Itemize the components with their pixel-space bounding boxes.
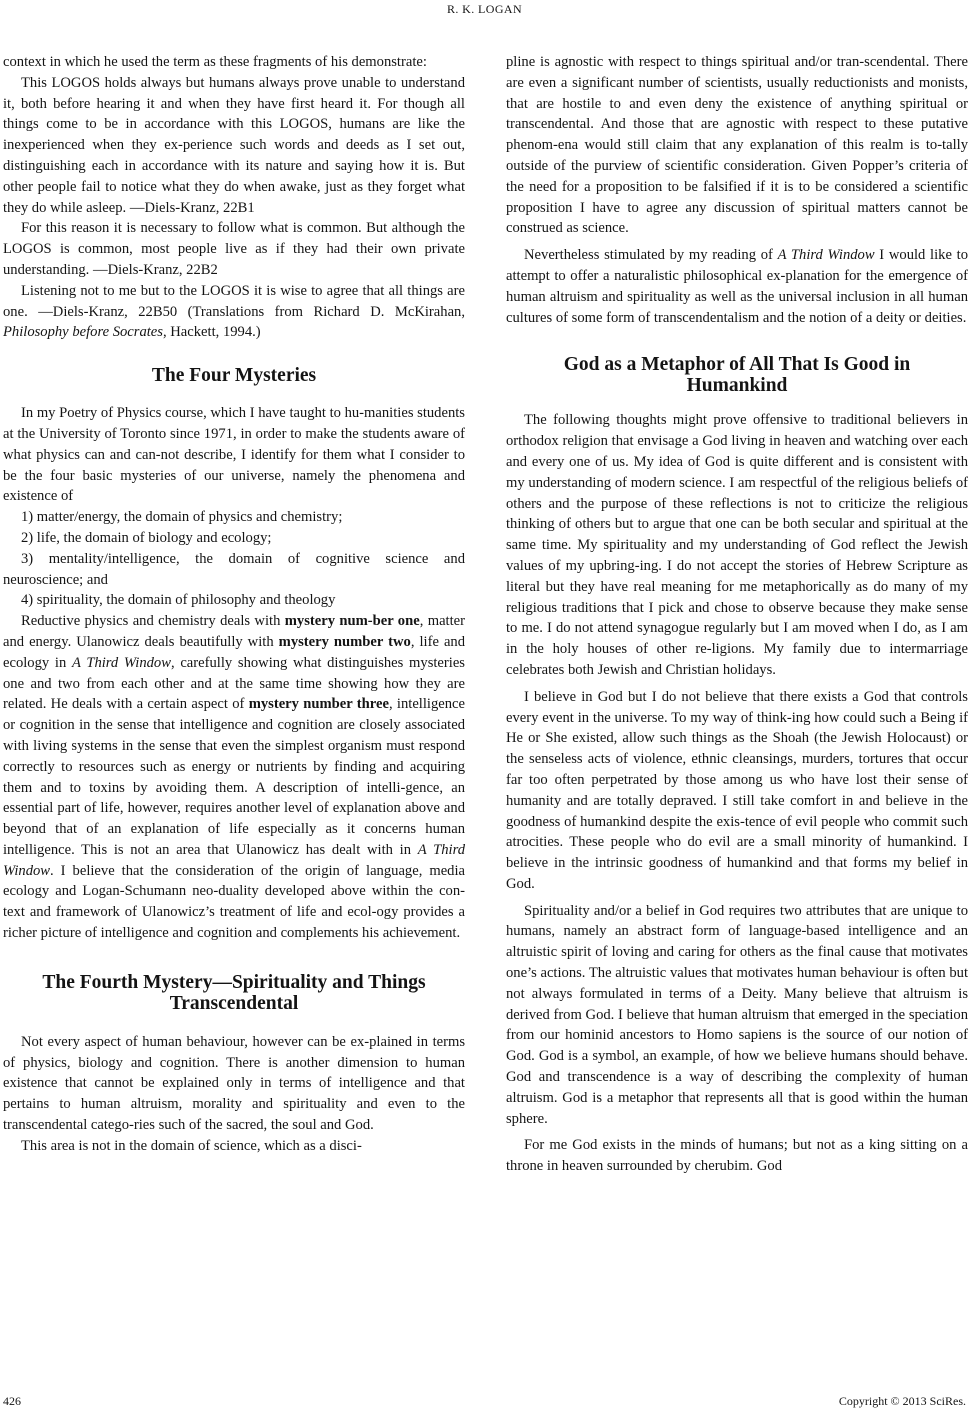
left-column: [3, 52, 465, 1157]
paragraph: Not every aspect of human behaviour, however can be ex-plained in terms of physics, biology and cognition. There is another dimension to human existence that cannot be explained only in terms of intelligence and that pertains to human altruism, morality and spirituality and even to the transcendental catego-ries such of the sacred, the soul and God.: [3, 1033, 465, 1134]
text-run: , carefully showing what distinguishes mysteries one and two from each other and at the same time showing how they are related. He deals with a certain aspect of: [3, 654, 465, 713]
text-run: I would like to attempt to offer a naturalistic philosophical ex-planation for the emergence of human altruism and spirituality as well as the universal inclusion in all human cultures of some form of transcendentalism and the notion of a deity or deities.: [506, 247, 968, 326]
emphasis: mystery number three: [248, 696, 389, 713]
list-item: 4) spirituality, the domain of philosophy and theology: [21, 592, 336, 609]
heading-line: The Fourth Mystery—Spirituality and Things: [42, 971, 426, 993]
paragraph: I believe in God but I do not believe that there exists a God that controls every event in the universe. To my way of think-ing how could such a Being if He or She existed, allow such things as the Shoah (the Jewish Holocaust) or the senseless acts of violence, ethnic cleansings, murders, tortures that occur far too often perpetrated by those among us who have lost their sense of humanity and are totally depraved. I still take comfort in and believe in the goodness of humankind despite the exis-tence of evil people who commit such atrocities. These people who do evil are a small minority of humankind. I believe in the intrinsic goodness of humankind and that forms my belief in God.: [506, 688, 968, 892]
section-heading: [506, 354, 968, 396]
paragraph: The following thoughts might prove offensive to traditional believers in orthodox religion that envisage a God living in heaven and watching over each and every one of us. My idea of God is quite different and is consistent with my understanding of modern science. I am respectful of the religious beliefs of others and the purpose of these reflections is not to criticize the religious thinking of others but to argue that one can be both secular and spiritual at the same time. My spirituality and my understanding of God reflect the Jewish values of my upbring-ing. I do not accept the stories of Hebrew Scripture as literal but they have real meaning for me metaphorically as do many of my religious traditions that I pick and chose to observe because they make sense to me. I do not attend synagogue regularly but I am moved when I do, as I am in the holy houses of other re-ligions. My family due to intermarriage celebrates both Jewish and Christian holidays.: [506, 412, 968, 678]
paragraph: [506, 245, 968, 328]
paragraph: [3, 611, 465, 944]
paragraph: In my Poetry of Physics course, which I have taught to hu-manities students at the University of Toronto since 1971, in order to make the students aware of what physics can and can-not describe, I identify for them what I consider to be the four basic mysteries of our universe, namely the phenomena and existence of: [3, 405, 465, 505]
book-title: Philosophy before Socrates: [3, 324, 163, 341]
list-item: 2) life, the domain of biology and ecology;: [21, 529, 272, 546]
quote-paragraph: For this reason it is necessary to follow what is common. But although the LOGOS is common, most people live as if they had their own private understanding. —Diels-Kranz, 22B2: [3, 220, 465, 278]
right-column: [506, 52, 968, 1177]
copyright-notice: Copyright © 2013 SciRes.: [838, 1394, 966, 1408]
book-title: A Third Window: [71, 654, 171, 671]
heading-line: Humankind: [686, 375, 788, 397]
emphasis: mystery num-ber one: [284, 613, 420, 630]
text-run: Listening not to me but to the LOGOS it is wise to agree that all things are one. —Diels-Kranz, 22B50 (Translations from Richard D. McKirahan,: [3, 282, 465, 320]
text-run: , Hackett, 1994.): [162, 324, 261, 341]
section-heading: The Four Mysteries: [151, 365, 317, 387]
list-item: 1) matter/energy, the domain of physics and chemistry;: [21, 509, 343, 526]
paragraph: This area is not in the domain of science, which as a disci-: [21, 1137, 362, 1154]
quote-paragraph: [3, 281, 465, 343]
text-run: Nevertheless stimulated by my reading of: [524, 247, 778, 264]
paragraph: Spirituality and/or a belief in God requires two attributes that are unique to humans, namely an abstract form of language-based intelligence and an altruistic spirit of loving and caring for others as the final cause that motivates one’s actions. The altruistic values that motivates human behaviour is often but not always formulated in terms of a Deity. Many believe that altruism is derived from God. I believe that human altruism that emerged in the speciation from our hominid ancestors to Homo sapiens is the source of our notion of God. God is a symbol, an example, of how we believe humans should behave. God and transcendence is a way of describing the complexity of human altruism. God is a metaphor that represents all that is good within the human sphere.: [506, 902, 968, 1127]
heading-line: Transcendental: [169, 992, 299, 1014]
paragraph: context in which he used the term as these fragments of his demonstrate:: [3, 54, 427, 70]
text-run: , life and ecology in: [3, 633, 466, 671]
emphasis: mystery number two: [278, 633, 411, 650]
quote-paragraph: This LOGOS holds always but humans always prove unable to understand it, both before hearing it and when they have first heard it. For though all things come to be in accordance with this LOGOS, humans are like the inexperienced when they ex-perience such words and deeds as I set out, distinguishing each in accordance with its nature and saying how it is. But other people fail to notice what they do when awake, just as they forget what they do while asleep. —Diels-Kranz, 22B1: [3, 74, 465, 216]
paragraph: pline is agnostic with respect to things spiritual and/or tran-scendental. There are even a significant number of scientists, usually reductionists and monists, that are hostile to and even deny the existence of anything spiritual or transcendental. And those that are agnostic with respect to these putative phenom-ena would still claim that any explanation of this realm is to-tally outside of the purview of scientific consideration. Given Popper’s criteria of the need for a proposition to be falsified if it is to be considered a scientific proposition I have to agree any discussion of spiritual matters cannot be construed as science.: [506, 54, 968, 237]
book-title: A Third Window: [3, 841, 466, 879]
running-head: R. K. LOGAN: [446, 2, 523, 16]
text-run: , intelligence or cognition in the sense that intelligence and cognition are closely associated with living systems in the sense that even the simplest organism must respond correctly to resources such as energy or nutrients by finding and acquiring them and to toxins by avoiding them. A description of intelli-gence, an essential part of life, however, requires another level of explanation above and beyond that of an explanation of life especially as it concerns human intelligence. This is not an area that Ulanowicz has dealt with in: [3, 696, 466, 858]
text-run: . I believe that the consideration of the origin of language, media ecology and Logan-Schumann neo-duality developed above within the con-text and framework of Ulanowicz’s treatment of life and ecol-ogy provides a richer picture of intelligence and cognition and complements his achievement.: [3, 862, 465, 942]
book-title: A Third Window: [777, 247, 875, 264]
page-number: 426: [3, 1394, 21, 1408]
text-run: Reductive physics and chemistry deals with: [21, 613, 285, 630]
section-heading: [3, 972, 465, 1014]
paragraph: For me God exists in the minds of humans; but not as a king sitting on a throne in heaven surrounded by cherubim. God: [506, 1137, 968, 1175]
heading-line: God as a Metaphor of All That Is Good in: [563, 354, 911, 376]
text-run: , matter and energy. Ulanowicz deals beautifully with: [3, 613, 466, 650]
list-item: 3) mentality/intelligence, the domain of cognitive science and neuroscience; and: [3, 550, 465, 588]
